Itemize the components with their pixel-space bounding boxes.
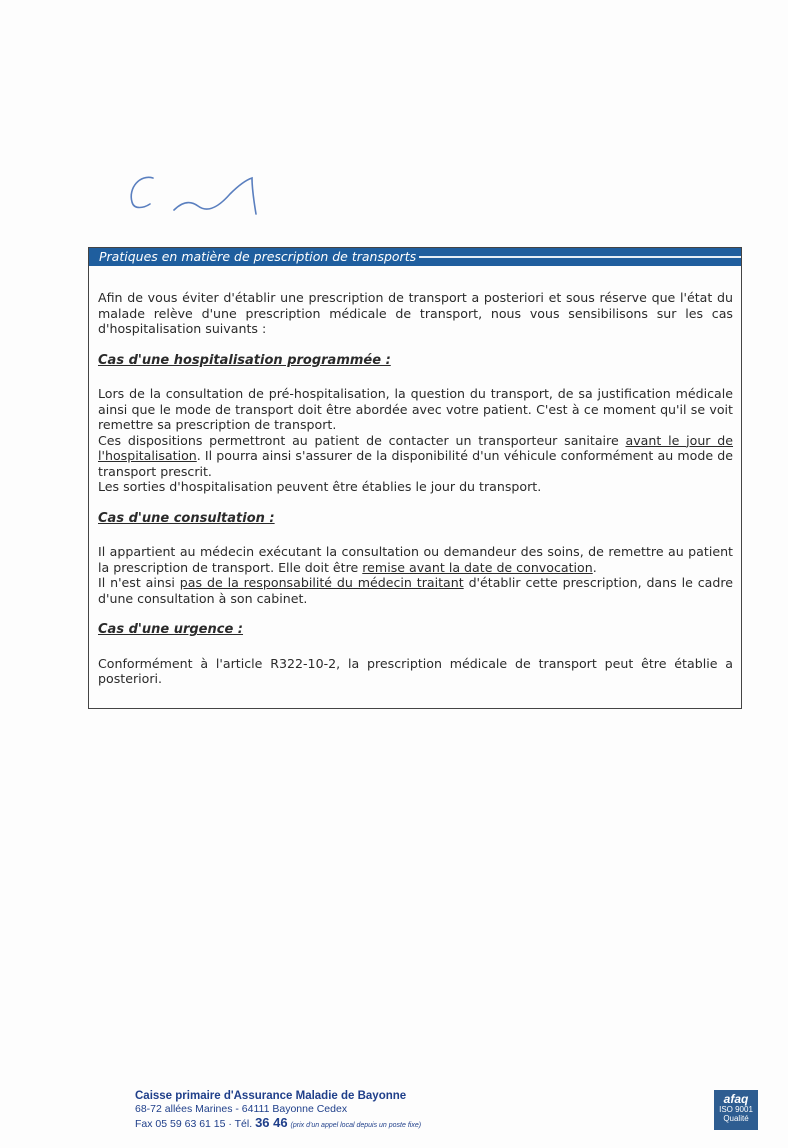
consultation-paragraph-1 — [98, 544, 733, 575]
footer-phone — [135, 1116, 421, 1133]
afaq-logo — [714, 1090, 758, 1130]
box-title: Pratiques en matière de prescription de transports — [99, 249, 417, 264]
footer-org-name: Caisse primaire d'Assurance Maladie de Bayonne — [135, 1090, 407, 1102]
urgence-paragraph: Conformément à l'article R322-10-2, la prescription médicale de transport peut être établie a posteriori. — [98, 655, 733, 686]
fax-text: Fax 05 59 63 61 15 · Tél. — [135, 1118, 253, 1130]
afaq-name: afaq — [723, 1092, 749, 1106]
footer-address: 68-72 allées Marines - 64111 Bayonne Cedex — [135, 1103, 348, 1115]
text-run: Ces dispositions permettront au patient de contacter un transporteur sanitaire — [98, 432, 626, 448]
consultation-paragraph-2 — [98, 575, 733, 606]
footer-contact — [135, 1089, 421, 1133]
header-rule — [419, 256, 741, 258]
box-header — [89, 248, 741, 266]
hospitalisation-paragraph-3: Les sorties d'hospitalisation peuvent être établies le jour du transport. — [98, 479, 542, 494]
prescription-practices-box — [88, 247, 742, 709]
intro-paragraph: Afin de vous éviter d'établir une prescription de transport a posteriori et sous réserve que l'état du malade relève d'une prescription médicale de transport, nous vous sensibilisons sur les cas d'hospitalisation suivants : — [98, 290, 733, 336]
handwritten-annotation — [118, 166, 268, 226]
tel-number: 36 46 — [255, 1115, 288, 1130]
text-run: d'établir cette prescription, dans le cadre d'une consultation à son cabinet. — [98, 575, 733, 606]
afaq-sub: Qualité — [723, 1114, 749, 1123]
underlined-text: pas de la responsabilité du médecin traitant — [179, 575, 464, 590]
tel-note: (prix d'un appel local depuis un poste fixe) — [290, 1122, 422, 1129]
underlined-text: avant le jour de l'hospitalisation — [98, 432, 734, 463]
text-run: Il n'est ainsi — [98, 575, 180, 590]
section-title-urgence: Cas d'une urgence : — [98, 622, 244, 637]
underlined-text: remise avant la date de convocation — [362, 559, 593, 575]
section-title-hospitalisation: Cas d'une hospitalisation programmée : — [98, 352, 391, 368]
section-title-consultation: Cas d'une consultation : — [98, 510, 275, 526]
hospitalisation-paragraph-2 — [98, 433, 733, 480]
text-run: Il appartient au médecin exécutant la consultation ou demandeur des soins, de remettre au patient la prescription de transport. Elle doit être — [98, 544, 733, 575]
text-run: . Il pourra ainsi s'assurer de la disponibilité d'un véhicule conformément au mode de transport prescrit. — [98, 448, 733, 479]
afaq-iso: ISO 9001 — [719, 1105, 753, 1114]
text-run: . — [592, 559, 597, 575]
hospitalisation-paragraph-1: Lors de la consultation de pré-hospitalisation, la question du transport, de sa justification médicale ainsi que le mode de transport doit être abordée avec votre patient. C'est à ce moment qu'il se voit remettre sa prescription de transport. — [98, 386, 733, 432]
box-body — [89, 266, 741, 687]
